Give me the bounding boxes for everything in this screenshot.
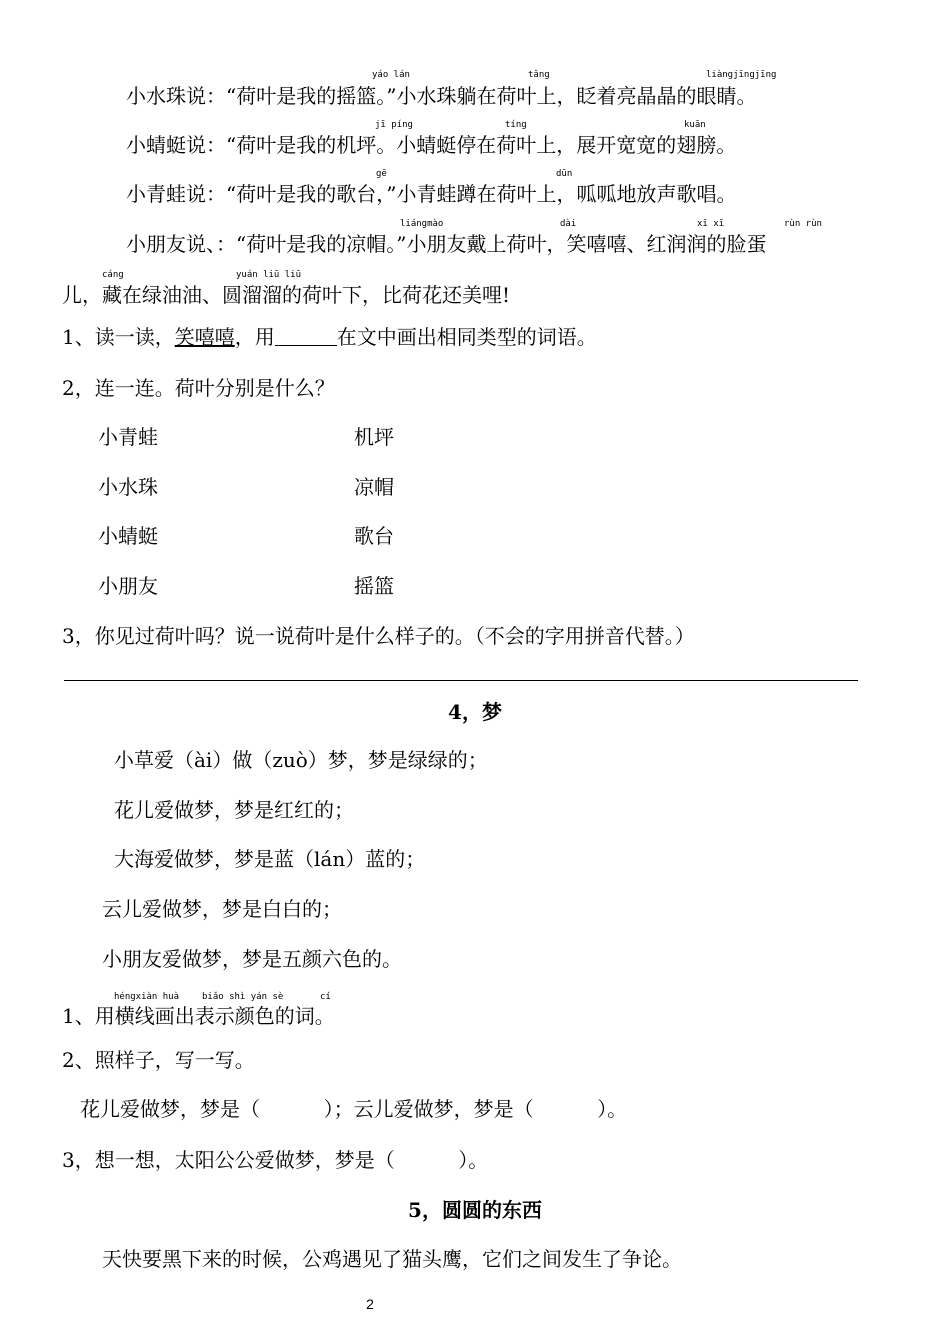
passage3-question-2: 2，连一连。荷叶分别是什么？ bbox=[62, 376, 335, 400]
passage3-line-4: 小朋友说、：“荷叶是我的凉帽。”小朋友戴上荷叶，笑嘻嘻、红润润的脸蛋 bbox=[126, 232, 767, 256]
match-right-2: 凉帽 bbox=[354, 475, 394, 499]
q1-mid: ，用 bbox=[234, 325, 275, 349]
section-title-4: 4，梦 bbox=[448, 700, 502, 724]
match-right-4: 摇篮 bbox=[354, 574, 394, 598]
passage3-question-1 bbox=[62, 325, 597, 350]
poem-line-5: 小朋友爱做梦，梦是五颜六色的。 bbox=[102, 947, 402, 971]
pinyin-ci: cí bbox=[320, 992, 331, 1002]
passage3-line-1: 小水珠说：“荷叶是我的摇篮。”小水珠躺在荷叶上，眨着亮晶晶的眼睛。 bbox=[126, 84, 757, 108]
page-number: 2 bbox=[366, 1296, 374, 1312]
pinyin-hengxianhua: héngxiàn huà bbox=[114, 992, 180, 1002]
pinyin-runrun: rùn rùn bbox=[784, 219, 822, 229]
pinyin-dai: dài bbox=[560, 219, 577, 229]
poem-line-3: 大海爱做梦，梦是蓝（lán）蓝的； bbox=[114, 847, 426, 871]
q1-suffix: 在文中画出相同类型的词语。 bbox=[336, 325, 597, 349]
passage4-question-3: 3，想一想，太阳公公爱做梦，梦是（ ）。 bbox=[62, 1148, 489, 1172]
match-left-1: 小青蛙 bbox=[98, 425, 158, 449]
pinyin-jiping: jī píng bbox=[375, 120, 413, 130]
passage3-line-5: 儿，藏在绿油油、圆溜溜的荷叶下，比荷花还美哩! bbox=[62, 283, 511, 307]
answer-line bbox=[64, 680, 858, 681]
match-right-1: 机坪 bbox=[354, 425, 394, 449]
passage3-question-3: 3，你见过荷叶吗？说一说荷叶是什么样子的。（不会的字用拼音代替。） bbox=[62, 624, 695, 648]
match-left-2: 小水珠 bbox=[98, 475, 158, 499]
pinyin-xixi: xī xī bbox=[697, 219, 725, 229]
pinyin-cang: cáng bbox=[102, 270, 124, 280]
pinyin-yuanliuliu: yuán liū liū bbox=[236, 270, 302, 280]
poem-line-2: 花儿爱做梦，梦是红红的； bbox=[114, 798, 354, 822]
pinyin-kuan: kuān bbox=[684, 120, 706, 130]
answer-blank bbox=[275, 327, 337, 346]
match-left-3: 小蜻蜓 bbox=[98, 524, 158, 548]
pinyin-tang: tǎng bbox=[528, 70, 550, 80]
q1-prefix: 1、读一读， bbox=[62, 325, 175, 349]
match-left-4: 小朋友 bbox=[98, 574, 158, 598]
match-right-3: 歌台 bbox=[354, 524, 394, 548]
poem-line-1: 小草爱（ài）做（zuò）梦，梦是绿绿的； bbox=[114, 748, 488, 772]
passage4-question-2: 2、照样子，写一写。 bbox=[62, 1048, 255, 1072]
pinyin-liangjingjing: liàngjīngjīng bbox=[706, 70, 777, 80]
passage4-question-1: 1、用横线画出表示颜色的词。 bbox=[62, 1004, 335, 1028]
q1-example-word: 笑嘻嘻 bbox=[174, 327, 235, 349]
passage3-line-3: 小青蛙说：“荷叶是我的歌台，”小青蛙蹲在荷叶上，呱呱地放声歌唱。 bbox=[126, 182, 737, 206]
pinyin-ge: gē bbox=[376, 169, 387, 179]
pinyin-dun: dūn bbox=[556, 169, 573, 179]
pinyin-yaolan: yáo lán bbox=[372, 70, 410, 80]
pinyin-biaoshiyanse: biǎo shì yán sè bbox=[202, 992, 284, 1002]
passage4-example-line: 花儿爱做梦，梦是（ ）；云儿爱做梦，梦是（ ）。 bbox=[80, 1097, 628, 1121]
passage5-line-1: 天快要黑下来的时候，公鸡遇见了猫头鹰，它们之间发生了争论。 bbox=[102, 1247, 682, 1271]
section-title-5: 5，圆圆的东西 bbox=[408, 1198, 542, 1222]
pinyin-liangmao: liángmào bbox=[400, 219, 444, 229]
passage3-line-2: 小蜻蜓说：“荷叶是我的机坪。小蜻蜓停在荷叶上，展开宽宽的翅膀。 bbox=[126, 133, 737, 157]
poem-line-4: 云儿爱做梦，梦是白白的； bbox=[102, 897, 342, 921]
pinyin-ting: tíng bbox=[505, 120, 527, 130]
